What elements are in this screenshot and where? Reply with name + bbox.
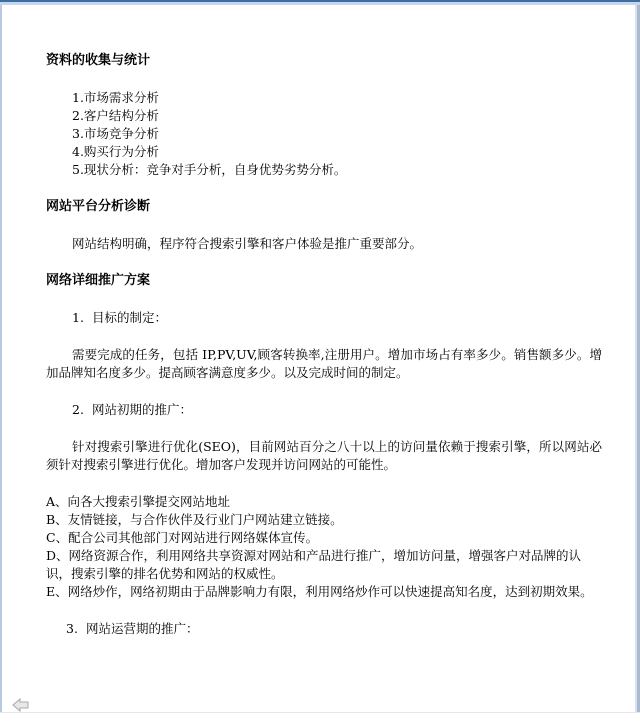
list-item: C、配合公司其他部门对网站进行网络媒体宣传。 [46,530,319,545]
document-page [46,52,602,657]
promotion-methods-list [46,493,602,601]
step-label: 网站初期的推广： [92,402,193,417]
window-top-border [0,0,640,5]
list-item: 4.购买行为分析 [72,144,159,159]
list-item: 5.现状分析：竞争对手分析，自身优势劣势分析。 [72,162,347,177]
list-item: 3.市场竞争分析 [72,126,159,141]
step-number: 3. [66,621,78,636]
status-bar [0,712,640,726]
list-item: E、网络炒作，网络初期由于品牌影响力有限，利用网络炒作可以快速提高知名度，达到初期效果。 [46,584,593,599]
step-number: 2. [72,402,84,417]
step-number: 1. [72,310,84,325]
back-arrow-icon[interactable] [12,698,30,712]
step-label: 网站运营期的推广： [86,621,199,636]
section-title-data-collection: 资料的收集与统计 [46,53,151,68]
list-item: A、向各大搜索引擎提交网站地址 [46,494,231,509]
list-item: 2.客户结构分析 [72,108,159,123]
step-operation-heading [46,620,602,638]
section-title-promotion-plan: 网络详细推广方案 [46,273,151,288]
site-diagnosis-text: 网站结构明确，程序符合搜索引擎和客户体验是推广重要部分。 [72,236,423,251]
step-goal-heading [46,309,602,327]
step-goal-text: 需要完成的任务，包括 IP,PV,UV,顾客转换率,注册用户。增加市场占有率多少。销售额多少。增加品牌知名度多少。提高顾客满意度多少。以及完成时间的制定。 [46,347,602,380]
list-item: 1.市场需求分析 [72,90,159,105]
step-initial-text: 针对搜索引擎进行优化(SEO)，目前网站百分之八十以上的访问量依赖于搜索引擎，所以网站必须针对搜索引擎进行优化。增加客户发现并访问网站的可能性。 [46,439,602,472]
step-initial-heading [46,401,602,419]
list-item: B、友情链接，与合作伙伴及行业门户网站建立链接。 [46,512,343,527]
analysis-list [46,89,602,179]
window-right-edge [632,5,640,726]
window-left-edge [0,5,2,726]
step-label: 目标的制定： [92,310,168,325]
list-item: D、网络资源合作，利用网络共享资源对网站和产品进行推广，增加访问量，增强客户对品牌的认识，搜索引擎的排名优势和网站的权威性。 [46,548,582,581]
section-title-site-diagnosis: 网站平台分析诊断 [46,199,151,214]
